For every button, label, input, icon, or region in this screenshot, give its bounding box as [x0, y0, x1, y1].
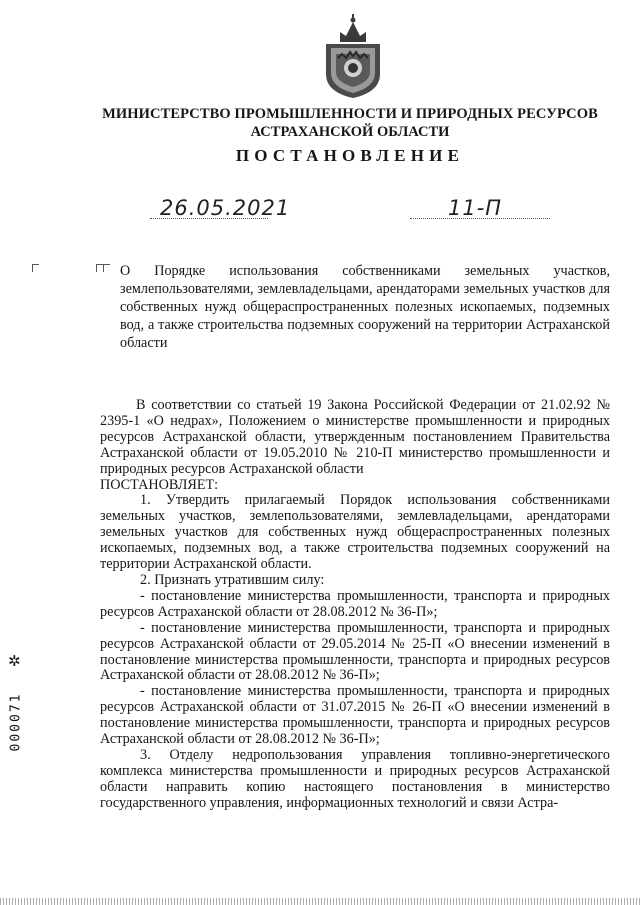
ministry-title-line2: АСТРАХАНСКОЙ ОБЛАСТИ: [250, 124, 450, 140]
registration-code: 000071: [8, 692, 24, 752]
preamble-paragraph: В соответствии со статьей 19 Закона Российской Федерации от 21.02.92 № 2395-1 «О недрах», Положением о министерстве промышленности и природных ресурсов Астраханской области, утвержденным постановлением Правительства Астраханской области от 19.05.2010 № 210-П министерство промышленности и природных ресурсов Астраханской области: [100, 397, 610, 477]
registration-stamp: [4, 672, 28, 772]
resolve-word: ПОСТАНОВЛЯЕТ:: [100, 476, 219, 493]
subject-corner-mark-right-2: [103, 264, 110, 272]
paragraph-2: 2. Признать утратившим силу:: [140, 571, 325, 588]
document-type-title: ПОСТАНОВЛЕНИЕ: [235, 146, 465, 165]
paragraph-3: 3. Отделу недропользования управления топливно-энергетического комплекса министерства промышленности и природных ресурсов Астраханской области направить копию настоящего постановления в министерство государственного управления, информационных технологий и связи Астра-: [100, 746, 610, 811]
paragraph-2-item-a: - постановление министерства промышленности, транспорта и природных ресурсов Астраханской области от 28.08.2012 № 36-П»;: [100, 587, 610, 620]
document-subject: О Порядке использования собственниками земельных участков, землепользователями, землевладельцами, арендаторами земельных участков для собственных нужд общераспространенных полезных ископаемых, подземных вод, а также строительства подземных сооружений на территории Астраханской области: [120, 263, 610, 351]
stamp-symbol-icon: ✲: [8, 652, 21, 670]
number-underline: [410, 218, 550, 220]
document-body: [100, 398, 610, 812]
paragraph-2-item-b: - постановление министерства промышленности, транспорта и природных ресурсов Астраханской области от 29.05.2014 № 25-П «О внесении изменений в постановление министерства промышленности, транспорта и природных ресурсов Астраханской области от 28.08.2012 № 36-П»;: [100, 619, 610, 684]
subject-corner-mark-right: [96, 264, 103, 272]
subject-corner-mark-left: [32, 264, 39, 272]
paragraph-2-item-c: - постановление министерства промышленности, транспорта и природных ресурсов Астраханской области от 31.07.2015 № 26-П «О внесении изменений в постановление министерства промышленности, транспорта и природных ресурсов Астраханской области от 28.08.2012 № 36-П»;: [100, 683, 610, 748]
document-date: 26.05.2021: [160, 196, 291, 220]
date-underline: [150, 218, 268, 220]
coat-of-arms-emblem: [318, 14, 388, 100]
scan-bottom-edge: [0, 898, 640, 905]
document-number: 11-П: [448, 196, 503, 220]
ministry-title-line1: МИНИСТЕРСТВО ПРОМЫШЛЕННОСТИ И ПРИРОДНЫХ РЕСУРСОВ: [102, 106, 598, 122]
paragraph-1: 1. Утвердить прилагаемый Порядок использования собственниками земельных участков, землепользователями, землевладельцами, арендаторами земельных участков для собственных нужд общераспространенных полезных ископаемых, подземных вод, а также строительства подземных сооружений на территории Астраханской области.: [100, 492, 610, 573]
